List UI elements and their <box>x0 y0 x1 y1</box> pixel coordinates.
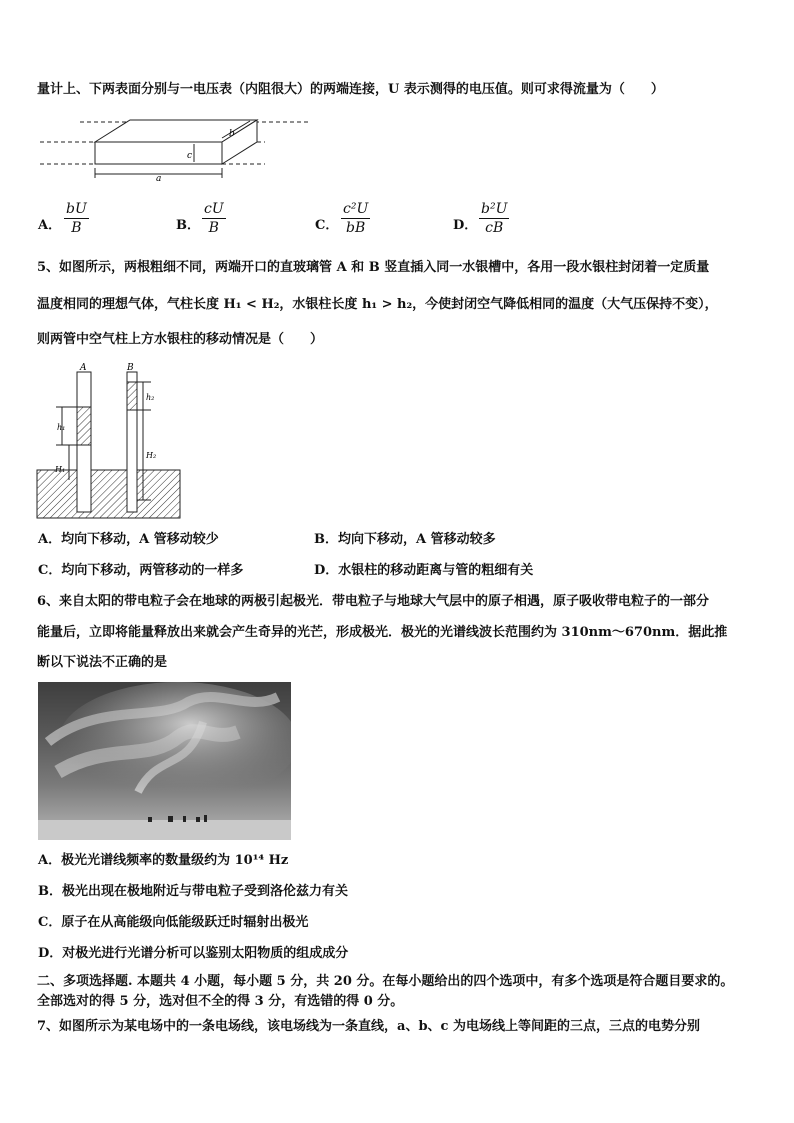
q4-option-b-label: B． <box>176 218 200 233</box>
q4-option-d-den: cB <box>485 220 504 236</box>
q4-option-a-label: A． <box>38 218 62 233</box>
q4-option-c-label: C． <box>315 218 339 233</box>
mercury-tubes-diagram <box>36 362 181 520</box>
q6-option-d: D．对极光进行光谱分析可以鉴别太阳物质的组成成分 <box>38 946 349 961</box>
q4-intro-text: 量计上、下两表面分别与一电压表（内阻很大）的两端连接，U 表示测得的电压值。则可求得流量为（ ） <box>37 82 664 97</box>
q6-option-b: B．极光出现在极地附近与带电粒子受到洛伦兹力有关 <box>38 884 348 899</box>
q6-line-1: 6、来自太阳的带电粒子会在地球的两极引起极光．带电粒子与地球大气层中的原子相遇，原子吸收带电粒子的一部分 <box>37 594 710 609</box>
dim-c-label: c <box>187 151 193 161</box>
q7-line-1: 7、如图所示为某电场中的一条电场线，该电场线为一条直线，a、b、c 为电场线上等间距的三点，三点的电势分别 <box>37 1019 701 1034</box>
q4-option-d-label: D． <box>453 218 478 233</box>
q5-option-d: D．水银柱的移动距离与管的粗细有关 <box>314 563 534 578</box>
flowmeter-diagram <box>40 112 315 182</box>
h2-label: h₂ <box>146 393 155 402</box>
q4-option-b-num: cU <box>204 201 224 217</box>
aurora-photo <box>38 682 291 840</box>
q6-option-a: A．极光光谱线频率的数量级约为 10¹⁴ Hz <box>38 853 289 868</box>
H1-label: H₁ <box>55 465 66 474</box>
section2-line-2: 全部选对的得 5 分，选对但不全的得 3 分，有选错的得 0 分。 <box>37 994 404 1009</box>
q4-option-d-num: b²U <box>481 201 508 217</box>
h1-label: h₁ <box>57 423 66 432</box>
q5-line-3: 则两管中空气柱上方水银柱的移动情况是（ ） <box>37 332 324 347</box>
q5-line-1: 5、如图所示，两根粗细不同，两端开口的直玻璃管 A 和 B 竖直插入同一水银槽中，各用一段水银柱封闭着一定质量 <box>37 260 710 275</box>
q4-option-a-num: bU <box>66 201 87 217</box>
tube-b-label: B <box>127 363 134 373</box>
dim-a-label: a <box>156 174 162 182</box>
q4-option-b-fraction <box>202 201 226 236</box>
q5-line-2: 温度相同的理想气体，气柱长度 H₁ < H₂，水银柱长度 h₁ > h₂，今使封闭空气降低相同的温度（大气压保持不变）， <box>37 297 718 312</box>
q5-option-b: B．均向下移动，A 管移动较多 <box>314 532 496 547</box>
q4-option-d-fraction <box>479 201 509 236</box>
q4-option-b-den: B <box>208 220 219 236</box>
q4-option-c-fraction <box>341 201 370 236</box>
tube-a-label: A <box>80 363 87 373</box>
section2-line-1: 二、多项选择题. 本题共 4 小题，每小题 5 分，共 20 分。在每小题给出的四个选项中，有多个选项是符合题目要求的。 <box>37 974 734 989</box>
q4-option-c-den: bB <box>346 220 366 236</box>
q4-option-c-num: c²U <box>343 201 369 217</box>
q6-line-2: 能量后，立即将能量释放出来就会产生奇异的光芒，形成极光．极光的光谱线波长范围约为 310nm～670nm．据此推 <box>37 625 728 640</box>
q6-option-c: C．原子在从高能级向低能级跃迁时辐射出极光 <box>38 915 309 930</box>
q4-option-a-den: B <box>71 220 82 236</box>
q6-line-3: 断以下说法不正确的是 <box>37 655 168 670</box>
dim-b-label: b <box>229 129 235 139</box>
H2-label: H₂ <box>146 451 157 460</box>
q5-option-c: C．均向下移动，两管移动的一样多 <box>38 563 244 578</box>
q5-option-a: A．均向下移动，A 管移动较少 <box>38 532 219 547</box>
q4-option-a-fraction <box>64 201 89 236</box>
